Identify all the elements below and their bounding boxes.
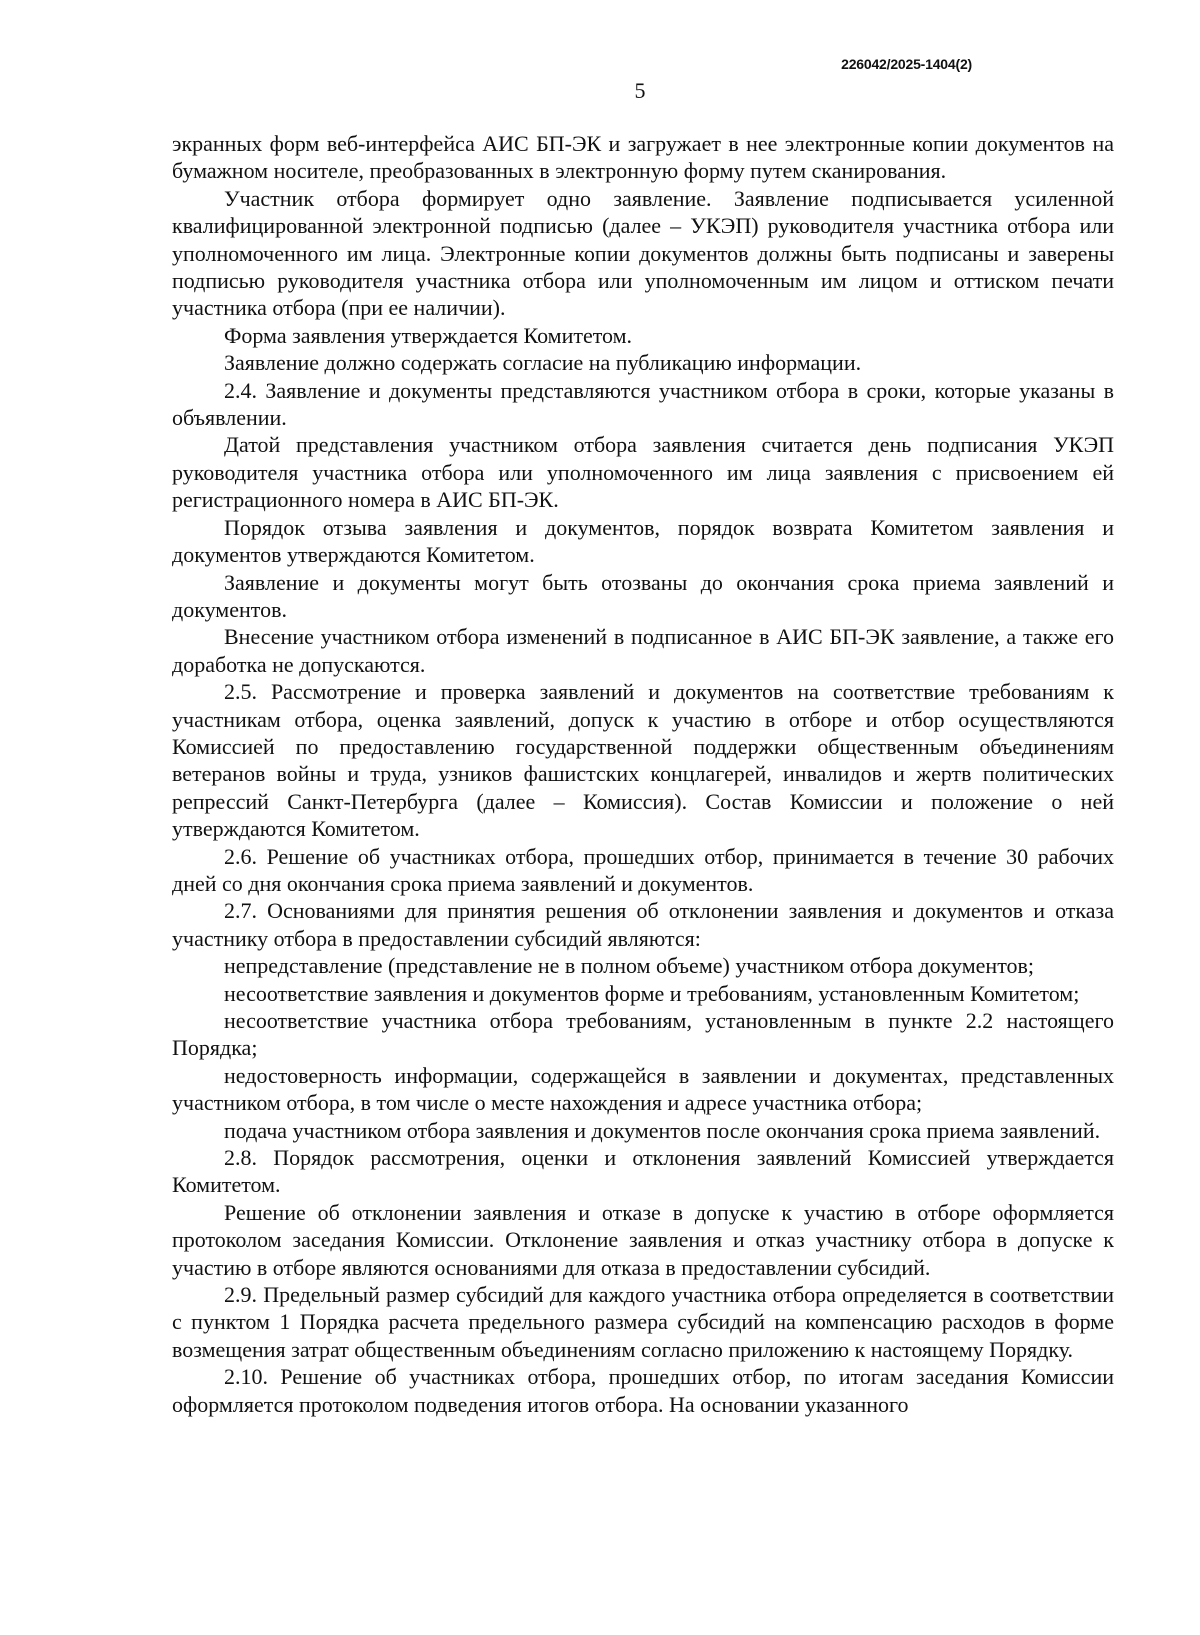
page-number: 5: [634, 78, 646, 103]
paragraph: Заявление и документы могут быть отозваны до окончания срока приема заявлений и документов.: [172, 569, 1114, 622]
list-item: непредставление (представление не в полном объеме) участником отбора документов;: [224, 953, 1035, 979]
list-item: недостоверность информации, содержащейся в заявлении и документах, представленных участником отбора, в том числе о месте нахождения и адресе участника отбора;: [172, 1062, 1114, 1116]
paragraph: Внесение участником отбора изменений в подписанное в АИС БП-ЭК заявление, а также его доработка не допускаются.: [172, 624, 1114, 677]
paragraph: Решение об отклонении заявления и отказе в допуске к участию в отборе оформляется протоколом заседания Комиссии. Отклонение заявления и отказ участнику отбора в допуске к участию в отборе являются основаниями для отказа в предоставлении субсидий.: [172, 1199, 1114, 1280]
paragraph-2-10: 2.10. Решение об участниках отбора, прошедших отбор, по итогам заседания Комиссии оформляется протоколом подведения итогов отбора. На основании указанного: [172, 1364, 1114, 1417]
paragraph-2-4: 2.4. Заявление и документы представляются участником отбора в сроки, которые указаны в объявлении.: [172, 377, 1114, 431]
paragraph: экранных форм веб-интерфейса АИС БП-ЭК и загружает в нее электронные копии документов на бумажном носителе, преобразованных в электронную форму путем сканирования.: [172, 131, 1114, 184]
paragraph-2-9: 2.9. Предельный размер субсидий для каждого участника отбора определяется в соответствии с пунктом 1 Порядка расчета предельного размера субсидий на компенсацию расходов в форме возмещения затрат общественным объединениям согласно приложению к настоящему Порядку.: [172, 1282, 1114, 1362]
document-body: [172, 130, 1114, 1418]
paragraph: Порядок отзыва заявления и документов, порядок возврата Комитетом заявления и документов утверждаются Комитетом.: [172, 514, 1114, 568]
document-number: 226042/2025-1404(2): [841, 56, 972, 72]
paragraph: Участник отбора формирует одно заявление. Заявление подписывается усиленной квалифицированной электронной подписью (далее – УКЭП) руководителя участника отбора или уполномоченного им лица. Электронные копии документов должны быть подписаны и заверены подписью руководителя участника отбора или уполномоченным им лицом и оттиском печати участника отбора (при ее наличии).: [172, 185, 1114, 321]
paragraph-2-5: 2.5. Рассмотрение и проверка заявлений и документов на соответствие требованиям к участникам отбора, оценка заявлений, допуск к участию в отборе и отбор осуществляются Комиссией по предоставлению государственной поддержки общественным объединениям ветеранов войны и труда, узников фашистских концлагерей, инвалидов и жертв политических репрессий Санкт-Петербурга (далее – Комиссия). Состав Комиссии и положение о ней утверждаются Комитетом.: [172, 679, 1114, 842]
list-item: несоответствие участника отбора требованиям, установленным в пункте 2.2 настоящего Порядка;: [172, 1008, 1114, 1061]
list-item: подача участником отбора заявления и документов после окончания срока приема заявлений.: [224, 1117, 1101, 1143]
paragraph: Заявление должно содержать согласие на публикацию информации.: [224, 350, 862, 376]
paragraph-2-7: 2.7. Основаниями для принятия решения об отклонении заявления и документов и отказа участнику отбора в предоставлении субсидий являются:: [172, 898, 1114, 951]
paragraph: Форма заявления утверждается Комитетом.: [224, 322, 633, 348]
paragraph-2-6: 2.6. Решение об участниках отбора, прошедших отбор, принимается в течение 30 рабочих дней со дня окончания срока приема заявлений и документов.: [172, 843, 1114, 896]
paragraph-2-8: 2.8. Порядок рассмотрения, оценки и отклонения заявлений Комиссией утверждается Комитетом.: [172, 1145, 1114, 1198]
paragraph: Датой представления участником отбора заявления считается день подписания УКЭП руководителя участника отбора или уполномоченного им лица заявления с присвоением ей регистрационного номера в АИС БП-ЭК.: [172, 432, 1114, 513]
list-item: несоответствие заявления и документов форме и требованиям, установленным Комитетом;: [224, 980, 1080, 1006]
